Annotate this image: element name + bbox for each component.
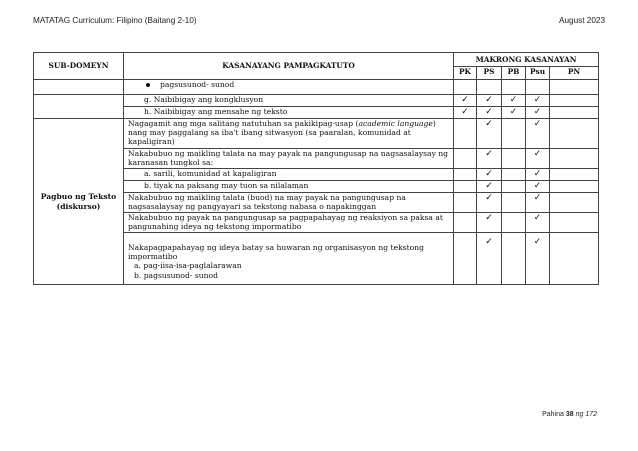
check-icon: ✓ (526, 119, 550, 149)
check-icon: ✓ (526, 169, 550, 181)
check-icon: ✓ (477, 149, 502, 169)
page-of: ng (575, 411, 584, 418)
competency-text: a. sarili, komunidad at kapaligiran (124, 169, 454, 181)
page-header (33, 16, 605, 25)
table-row (34, 80, 599, 95)
competency-table (33, 52, 599, 285)
page-number: 38 (565, 411, 574, 418)
competency-text: g. Naibibigay ang kongklusyon (124, 95, 454, 107)
curriculum-title: MATATAG Curriculum: Filipino (Baitang 2-10) (33, 16, 197, 25)
page-footer (542, 411, 597, 418)
header-competency: KASANAYANG PAMPAGKATUTO (124, 53, 454, 80)
header-pn: PN (550, 67, 599, 80)
competency-text: Nakabubuo ng payak na pangungusap sa pagpapahayag ng reaksiyon sa paksa at pangunahing ideya ng tekstong impormatibo (124, 213, 454, 233)
subdomain-name: Pagbuo ng Teksto (40, 191, 117, 201)
check-icon: ✓ (502, 95, 526, 107)
competency-text: Nakabubuo ng maikling talata na may payak na pangungusap na nagsasalaysay ng karanasan tungkol sa: (124, 149, 454, 169)
check-icon: ✓ (477, 233, 502, 285)
check-icon: ✓ (526, 193, 550, 213)
table-row (34, 95, 599, 107)
competency-text: b. tiyak na paksang may tuon sa nilalaman (124, 181, 454, 193)
header-pb: PB (502, 67, 526, 80)
subdomain-cell-empty (34, 95, 124, 119)
header-psu: Psu (526, 67, 550, 80)
page-total: 172 (585, 411, 597, 418)
check-icon: ✓ (477, 107, 502, 119)
check-icon: ✓ (477, 193, 502, 213)
check-icon: ✓ (454, 95, 477, 107)
page-label: Pahina (542, 411, 564, 418)
competency-cell (124, 80, 454, 95)
check-icon: ✓ (477, 119, 502, 149)
header-macro-skills: MAKRONG KASANAYAN (454, 53, 599, 67)
table-header-row (34, 53, 599, 67)
competency-subitem: a. pag-iisa-isa-paglalarawan (134, 261, 242, 271)
header-pk: PK (454, 67, 477, 80)
competency-italic-text: academic language (358, 119, 433, 128)
competency-text: pagsusunod- sunod (160, 80, 235, 89)
subdomain-subtitle: (diskurso) (56, 201, 101, 211)
competency-text: h. Naibibigay ang mensahe ng teksto (124, 107, 454, 119)
competency-subitem: b. pagsusunod- sunod (134, 270, 218, 280)
check-icon: ✓ (477, 181, 502, 193)
header-ps: PS (477, 67, 502, 80)
check-icon: ✓ (502, 107, 526, 119)
check-icon: ✓ (477, 169, 502, 181)
competency-text: Nakabubuo ng maikling talata (buod) na may payak na pangungusap na nagsasalaysay ng pangyayari sa tekstong nabasa o napakinggan (124, 193, 454, 213)
competency-cell (124, 119, 454, 149)
competency-cell (124, 233, 454, 285)
check-icon: ✓ (526, 107, 550, 119)
check-icon: ✓ (477, 213, 502, 233)
competency-text: Nagagamit ang mga salitang natutuhan sa pakikipag-usap ( (128, 119, 359, 128)
check-icon: ✓ (526, 233, 550, 285)
subdomain-cell (34, 119, 124, 285)
competency-text: Nakapagpapahayag ng ideya batay sa huwaran ng organisasyon ng tekstong impormatibo (128, 243, 424, 262)
check-icon: ✓ (526, 95, 550, 107)
document-date: August 2023 (559, 16, 605, 25)
table-row (34, 119, 599, 149)
check-icon: ✓ (526, 213, 550, 233)
check-icon: ✓ (454, 107, 477, 119)
check-icon: ✓ (526, 149, 550, 169)
check-icon: ✓ (477, 95, 502, 107)
subdomain-cell-empty (34, 80, 124, 95)
bullet-icon (146, 83, 150, 87)
check-icon: ✓ (526, 181, 550, 193)
competency-text: ) nang may paggalang sa iba't ibang sitwasyon (sa paaralan, komunidad at kapaligiran) (128, 119, 436, 147)
header-subdomain: SUB-DOMEYN (34, 53, 124, 80)
